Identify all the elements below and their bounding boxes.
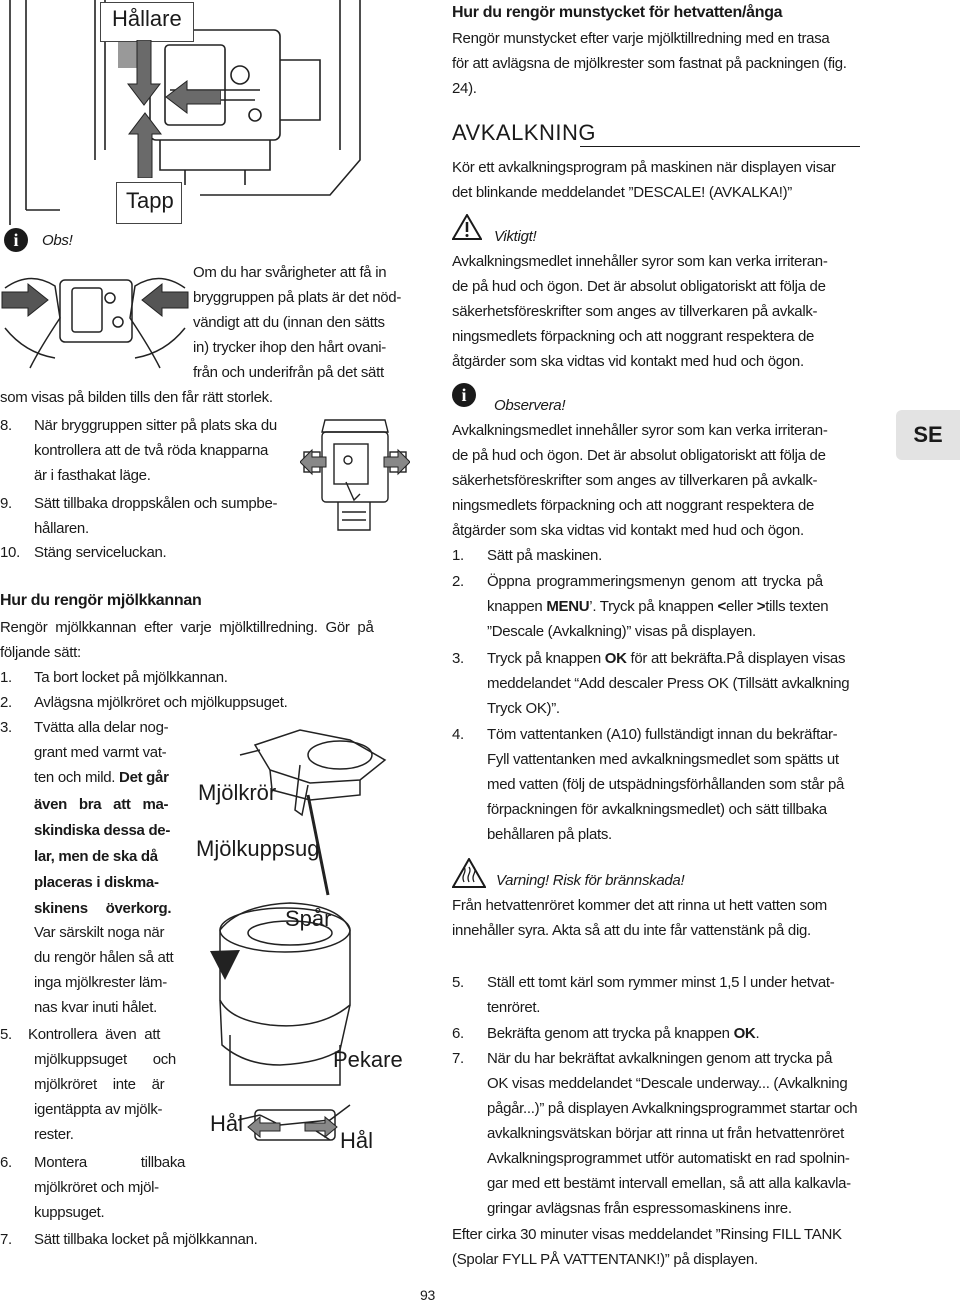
milk-step3-line3-normal: ten och mild. [34,769,116,786]
descale-step2-line1: Öppna programmeringsmenyn genom att trycka på [487,573,823,590]
descale-step4-line5: behållaren på plats. [487,826,612,843]
milk-step6-line1: Montera tillbaka [34,1154,186,1171]
squeeze-figure [0,258,190,370]
step9-line1: Sätt tillbaka droppskålen och sumpbe- [34,495,278,512]
avkalkning-line1: Kör ett avkalkningsprogram på maskinen när displayen visar [452,159,836,176]
step9-line2: hållaren. [34,520,89,537]
obs-text-line1: Om du har svårigheter att få in [193,264,387,281]
nozzle-title: Hur du rengör munstycket för hetvatten/ånga [452,4,783,21]
descale-step4-line1: Töm vattentanken (A10) fullständigt innan du bekräftar- [487,726,838,743]
observera-label: Observera! [494,397,566,414]
milk-step5-line5: rester. [34,1126,74,1143]
milk-step3-line6: inga mjölkrester läm- [34,974,167,991]
milk-step3-bold6: skinens överkorg. [34,900,172,917]
milk-step3-bold3: skindiska dessa de- [34,822,171,839]
left-arrow-icon [165,80,221,114]
final-line2: (Spolar FYLL PÅ VATTENTANK!)” på displayen. [452,1251,758,1268]
milk-step3-bold5: placeras i diskma- [34,874,159,891]
milk-step1-number: 1. [0,669,12,686]
descale-step7-line3: pågår...)” på displayen Avkalkningsprogrammet startar och [487,1100,858,1117]
milk-step3-line1: Tvätta alla delar nog- [34,719,169,736]
nozzle-line1: Rengör munstycket efter varje mjölktillredning med en trasa [452,30,830,47]
descale-step7-line5: Avkalkningsprogrammet utför automatiskt en rad spolnin- [487,1150,850,1167]
viktigt-line2: de på hud och ögon. Det är absolut obligatoriskt att följa de [452,278,826,295]
step10-number: 10. [0,544,20,561]
observera-line3: säkerhetsföreskrifter som anges av tillverkaren på avkalk- [452,472,818,489]
descale-step4-line4: förpackningen för avkalkningsmedlet) och sätt tillbaka [487,801,827,818]
descale-step3-line1 [487,646,845,671]
milk-step3-line7: nas kvar inuti hålet. [34,999,157,1016]
final-line1: Efter cirka 30 minuter visas meddelandet ”Rinsing FILL TANK [452,1226,842,1243]
milk-step5-line2: mjölkuppsuget och [34,1051,176,1068]
step8-line2: kontrollera att de två röda knapparna [34,442,269,459]
milk-intro-line2: följande sätt: [0,644,81,661]
milk-step3-line4: Var särskilt noga när [34,924,165,941]
hal-left-label: Hål [210,1111,244,1136]
milk-step7-number: 7. [0,1231,12,1248]
pekare-label: Pekare [333,1047,403,1072]
descale-step1-number: 1. [452,547,464,564]
milk-step5-number: 5. [0,1026,12,1043]
mjolkror-label: Mjölkrör [198,780,277,805]
descale-step7-line6: gar med ett bestämt intervall emellan, så att alla kalkavla- [487,1175,851,1192]
spar-label: Spår [285,906,332,931]
varning-label: Varning! Risk för brännskada! [496,872,685,889]
milk-step5-line3: mjölkröret inte är [34,1076,165,1093]
descale-step7-line1: När du har bekräftat avkalkningen genom att trycka på [487,1050,833,1067]
avkalkning-rule [580,146,860,147]
milk-step2: Avlägsna mjölkröret och mjölkuppsuget. [34,694,288,711]
obs-label: Obs! [42,232,73,249]
descale-step2-line2-d: tills texten [765,598,829,615]
descale-step6-b: . [755,1025,760,1042]
descale-step7-line2: OK visas meddelandet “Descale underway... (Avkalkning [487,1075,848,1092]
descale-step2-line3: ”Descale (Avkalkning)” visas på displayen. [487,623,756,640]
viktigt-line1: Avkalkningsmedlet innehåller syror som kan verka irriteran- [452,253,828,270]
descale-step4-line3: med vatten (följ de utspädningsförhållanden som står på [487,776,845,793]
descale-step6 [487,1021,759,1046]
milk-step7: Sätt tillbaka locket på mjölkkannan. [34,1231,258,1248]
hal-right-label: Hål [340,1128,374,1153]
viktigt-line4: ningsmedlets förpackning och att noggrant respektera de [452,328,815,345]
milk-section-title: Hur du rengör mjölkkannan [0,592,202,609]
descale-step3-number: 3. [452,650,464,667]
obs-text-line3: vändigt att du (innan den sätts [193,314,385,331]
obs-text-line6: som visas på bilden tills den får rätt storlek. [0,389,273,406]
obs-text-line2: bryggruppen på plats är det nöd- [193,289,402,306]
descale-step2-line2-b: ’. Tryck på knappen [589,598,718,615]
descale-step2-number: 2. [452,573,464,590]
descale-step5-number: 5. [452,974,464,991]
obs-text-line4: in) trycker ihop den hårt ovani- [193,339,386,356]
ok-button-label: OK [733,1025,756,1042]
avkalkning-title: AVKALKNING [452,120,596,145]
info-icon: i [4,228,28,252]
chevron-right-icon: > [756,598,766,615]
descale-step6-number: 6. [452,1025,464,1042]
milk-step3-line5: du rengör hålen så att [34,949,174,966]
hallare-label: Hållare [112,6,182,31]
milk-step3-bold2: även bra att ma- [34,796,169,813]
descale-step4-number: 4. [452,726,464,743]
milk-step5-line4: igentäppta av mjölk- [34,1101,163,1118]
tapp-label: Tapp [126,188,174,213]
milk-step3-number: 3. [0,719,12,736]
milk-step6-line2: mjölkröret och mjöl- [34,1179,159,1196]
descale-step6-a: Bekräfta genom att trycka på knappen [487,1025,734,1042]
step10-line1: Stäng serviceluckan. [34,544,167,561]
mjolkuppsug-label: Mjölkuppsug [196,836,320,861]
milk-step3-line2: grant med varmt vat- [34,744,167,761]
descale-step2-line2-a: knappen [487,598,547,615]
up-arrow-icon [128,112,162,178]
descale-step7-line7: gringar avlägsnas från espressomaskinens inre. [487,1200,792,1217]
descale-step3-line1-b: för att bekräfta.På displayen visas [626,650,846,667]
descale-step3-line1-a: Tryck på knappen [487,650,605,667]
observera-line2: de på hud och ögon. Det är absolut obligatoriskt att följa de [452,447,826,464]
language-tab: SE [896,410,960,460]
milk-step3-line3 [34,765,169,790]
chevron-left-icon: < [717,598,727,615]
milk-step3-bold1: Det går [119,769,169,786]
descale-step3-line3: Tryck OK)”. [487,700,560,717]
info-icon: i [452,383,476,407]
step9-number: 9. [0,495,12,512]
milk-step3-bold4: lar, men de ska då [34,848,158,865]
descale-step3-line2: meddelandet “Add descaler Press OK (Tillsätt avkalkning [487,675,850,692]
nozzle-line3: 24). [452,80,477,97]
brew-unit-small-figure [300,412,410,540]
avkalkning-line2: det blinkande meddelandet ”DESCALE! (AVKALKA!)” [452,184,792,201]
milk-step1: Ta bort locket på mjölkkannan. [34,669,228,686]
step8-line1: När bryggruppen sitter på plats ska du [34,417,277,434]
milk-step2-number: 2. [0,694,12,711]
descale-step5-line2: tenröret. [487,999,541,1016]
milk-step6-line3: kuppsuget. [34,1204,105,1221]
descale-step7-line4: avkalkningsvätskan börjar att rinna ut från hetvattenröret [487,1125,844,1142]
observera-line5: åtgärder som ska vidtas vid kontakt med hud och ögon. [452,522,804,539]
step8-line3: är i fasthakat läge. [34,467,151,484]
descale-step2-line2-c: eller [726,598,757,615]
observera-line1: Avkalkningsmedlet innehåller syror som kan verka irriteran- [452,422,828,439]
observera-line4: ningsmedlets förpackning och att noggrant respektera de [452,497,815,514]
obs-text-line5: från och underifrån på det sätt [193,364,384,381]
varning-line2: innehåller syra. Akta så att du inte får vattenstänk på dig. [452,922,811,939]
nozzle-line2: för att avlägsna de mjölkrester som fastnat på packningen (fig. [452,55,847,72]
menu-button-label: MENU [546,598,590,615]
descale-step1: Sätt på maskinen. [487,547,602,564]
step8-number: 8. [0,417,12,434]
page-number: 93 [420,1287,435,1303]
milk-intro-line1: Rengör mjölkkannan efter varje mjölktillredning. Gör på [0,619,374,636]
descale-step2-line2 [487,594,828,619]
varning-line1: Från hetvattenröret kommer det att rinna ut hett vatten som [452,897,827,914]
down-arrow-icon [127,40,161,106]
ok-button-label: OK [604,650,627,667]
viktigt-line5: åtgärder som ska vidtas vid kontakt med hud och ögon. [452,353,804,370]
hot-surface-warning-icon [452,858,486,888]
milk-step5-line1: Kontrollera även att [28,1026,161,1043]
viktigt-label: Viktigt! [494,228,537,245]
descale-step5-line1: Ställ ett tomt kärl som rymmer minst 1,5 l under hetvat- [487,974,835,991]
descale-step4-line2: Fyll vattentanken med avkalkningsmedlet som spätts ut [487,751,839,768]
milk-step6-number: 6. [0,1154,12,1171]
descale-step7-number: 7. [452,1050,464,1067]
warning-triangle-icon [452,214,482,240]
viktigt-line3: säkerhetsföreskrifter som anges av tillverkaren på avkalk- [452,303,818,320]
